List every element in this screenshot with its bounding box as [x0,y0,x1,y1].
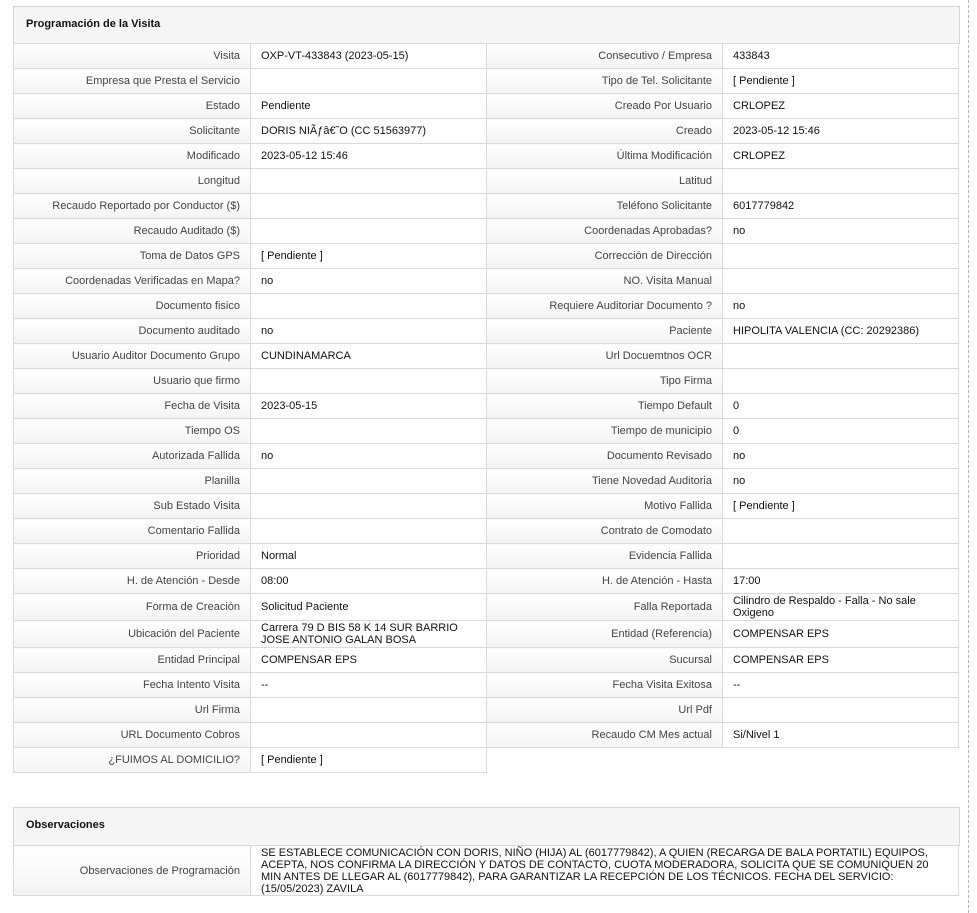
field-label: Recaudo Auditado ($) [14,219,251,244]
field-label: Longitud [14,169,251,194]
field-label: Documento auditado [14,319,251,344]
field-label: H. de Atención - Hasta [487,569,723,594]
field-value: Normal [251,544,487,569]
table-row [14,419,959,444]
field-value [251,169,487,194]
table-row [14,344,959,369]
field-value: COMPENSAR EPS [723,621,959,648]
table-row [14,294,959,319]
field-label: ¿FUIMOS AL DOMICILIO? [14,748,251,773]
table-row [14,519,959,544]
field-label: Sub Estado Visita [14,494,251,519]
section-title: Programación de la Visita [26,18,161,30]
field-value [723,244,959,269]
field-value [251,369,487,394]
field-label: Latitud [487,169,723,194]
field-value: COMPENSAR EPS [251,648,487,673]
field-value: no [723,469,959,494]
field-label: Estado [14,94,251,119]
field-label: Creado Por Usuario [487,94,723,119]
field-label: Ubicación del Paciente [14,621,251,648]
field-label: Documento fisico [14,294,251,319]
observaciones-title: Observaciones [26,819,105,831]
field-value [251,69,487,94]
field-label: Creado [487,119,723,144]
field-label: Tipo Firma [487,369,723,394]
field-value [251,519,487,544]
section-header-observaciones [13,807,960,846]
field-value [723,544,959,569]
field-value: Pendiente [251,94,487,119]
field-value: CRLOPEZ [723,144,959,169]
field-label: Paciente [487,319,723,344]
table-row [14,244,959,269]
field-label: Url Firma [14,698,251,723]
field-label: Última Modificación [487,144,723,169]
table-row [14,269,959,294]
field-label: Documento Revisado [487,444,723,469]
table-row [14,94,959,119]
field-value: [ Pendiente ] [251,748,487,773]
field-label: Autorizada Fallida [14,444,251,469]
field-value: no [723,294,959,319]
field-value [723,369,959,394]
table-row [14,169,959,194]
table-row [14,569,959,594]
field-value: [ Pendiente ] [723,69,959,94]
table-row [14,673,959,698]
field-label: Tiempo Default [487,394,723,419]
field-label: Forma de Creación [14,594,251,621]
field-value: 6017779842 [723,194,959,219]
observaciones-row [14,846,959,896]
field-label: Empresa que Presta el Servicio [14,69,251,94]
field-value [251,723,487,748]
field-value: [ Pendiente ] [251,244,487,269]
field-label: Recaudo Reportado por Conductor ($) [14,194,251,219]
field-label: Consecutivo / Empresa [487,44,723,69]
field-value [723,169,959,194]
field-label: Contrato de Comodato [487,519,723,544]
table-row [14,469,959,494]
field-label: Coordenadas Verificadas en Mapa? [14,269,251,294]
table-row [14,44,959,69]
field-label: URL Documento Cobros [14,723,251,748]
field-label: Teléfono Solicitante [487,194,723,219]
field-label: Solicitante [14,119,251,144]
field-label: Tiempo OS [14,419,251,444]
observaciones-table [13,845,959,896]
field-value [723,344,959,369]
field-label: Requiere Auditoriar Documento ? [487,294,723,319]
field-value: Cilindro de Respaldo - Falla - No sale Oxigeno [723,594,959,621]
field-value: DORIS NIÃƒâ€˜O (CC 51563977) [251,119,487,144]
section-header-programacion [13,6,960,44]
field-value: Si/Nivel 1 [723,723,959,748]
field-label: Fecha de Visita [14,394,251,419]
table-row [14,119,959,144]
field-value: 2023-05-15 [251,394,487,419]
field-label: Recaudo CM Mes actual [487,723,723,748]
field-value [251,419,487,444]
field-value [251,194,487,219]
field-label: Visita [14,44,251,69]
field-value [251,698,487,723]
field-label: Sucursal [487,648,723,673]
field-label: Motivo Fallida [487,494,723,519]
field-value: 0 [723,419,959,444]
table-row [14,69,959,94]
field-label: Planilla [14,469,251,494]
field-value: -- [251,673,487,698]
field-label: NO. Visita Manual [487,269,723,294]
field-value: -- [723,673,959,698]
field-label: Tipo de Tel. Solicitante [487,69,723,94]
field-label: Entidad (Referencia) [487,621,723,648]
field-value [723,519,959,544]
field-value: OXP-VT-433843 (2023-05-15) [251,44,487,69]
field-value: no [251,269,487,294]
field-value: [ Pendiente ] [723,494,959,519]
table-row [14,648,959,673]
table-row [14,621,959,648]
table-row [14,544,959,569]
table-row [14,194,959,219]
field-label: Comentario Fallida [14,519,251,544]
table-row [14,144,959,169]
field-label: Entidad Principal [14,648,251,673]
field-value: CUNDINAMARCA [251,344,487,369]
table-row [14,594,959,621]
field-label: Observaciones de Programación [14,846,251,896]
field-value [251,494,487,519]
field-value: no [251,319,487,344]
field-label: Modificado [14,144,251,169]
field-value: 17:00 [723,569,959,594]
field-label: Usuario que firmo [14,369,251,394]
table-row [14,219,959,244]
field-value [251,219,487,244]
observaciones-text: SE ESTABLECE COMUNICACIÓN CON DORIS, NIÑO (HIJA) AL (6017779842), A QUIEN (RECARGA DE BALA PORTATIL) EQUIPOS, ACEPTA, NOS CONFIRMA LA DIRECCIÓN Y DATOS DE CONTACTO, CUOTA MODERADORA, SOLICITA QUE SE COMUNIQUEN 20 MIN ANTES DE LLEGAR AL (6017779842), PARA GARANTIZAR LA RECEPCIÓN DE LOS TÉCNICOS. FECHA DEL SERVICIO:(15/05/2023) ZAVILA [251,846,959,896]
table-row [14,394,959,419]
field-label: Coordenadas Aprobadas? [487,219,723,244]
table-row [14,748,959,773]
field-value [251,469,487,494]
field-value: Carrera 79 D BIS 58 K 14 SUR BARRIO JOSE ANTONIO GALAN BOSA [251,621,487,648]
field-label: Corrección de Dirección [487,244,723,269]
table-row [14,369,959,394]
field-label: Toma de Datos GPS [14,244,251,269]
field-value: no [723,444,959,469]
visit-details-table [13,43,959,773]
field-value: Solicitud Paciente [251,594,487,621]
field-label: H. de Atención - Desde [14,569,251,594]
field-value: no [251,444,487,469]
field-value: no [723,219,959,244]
field-label: Evidencia Fallida [487,544,723,569]
table-row [14,494,959,519]
field-value: COMPENSAR EPS [723,648,959,673]
field-label: Fecha Visita Exitosa [487,673,723,698]
field-value: 08:00 [251,569,487,594]
field-value [723,698,959,723]
field-label: Url Pdf [487,698,723,723]
field-value: 433843 [723,44,959,69]
field-label: Usuario Auditor Documento Grupo [14,344,251,369]
field-value: HIPOLITA VALENCIA (CC: 20292386) [723,319,959,344]
table-row [14,444,959,469]
table-row [14,698,959,723]
table-row [14,723,959,748]
empty-cell [487,748,959,773]
field-label: Tiene Novedad Auditoria [487,469,723,494]
field-value [251,294,487,319]
field-value: 0 [723,394,959,419]
field-label: Tiempo de municipio [487,419,723,444]
field-value: CRLOPEZ [723,94,959,119]
table-row [14,319,959,344]
field-label: Prioridad [14,544,251,569]
field-value [723,269,959,294]
field-label: Falla Reportada [487,594,723,621]
field-value: 2023-05-12 15:46 [723,119,959,144]
field-value: 2023-05-12 15:46 [251,144,487,169]
field-label: Fecha Intento Visita [14,673,251,698]
field-label: Url Docuemtnos OCR [487,344,723,369]
page-divider [968,0,969,913]
